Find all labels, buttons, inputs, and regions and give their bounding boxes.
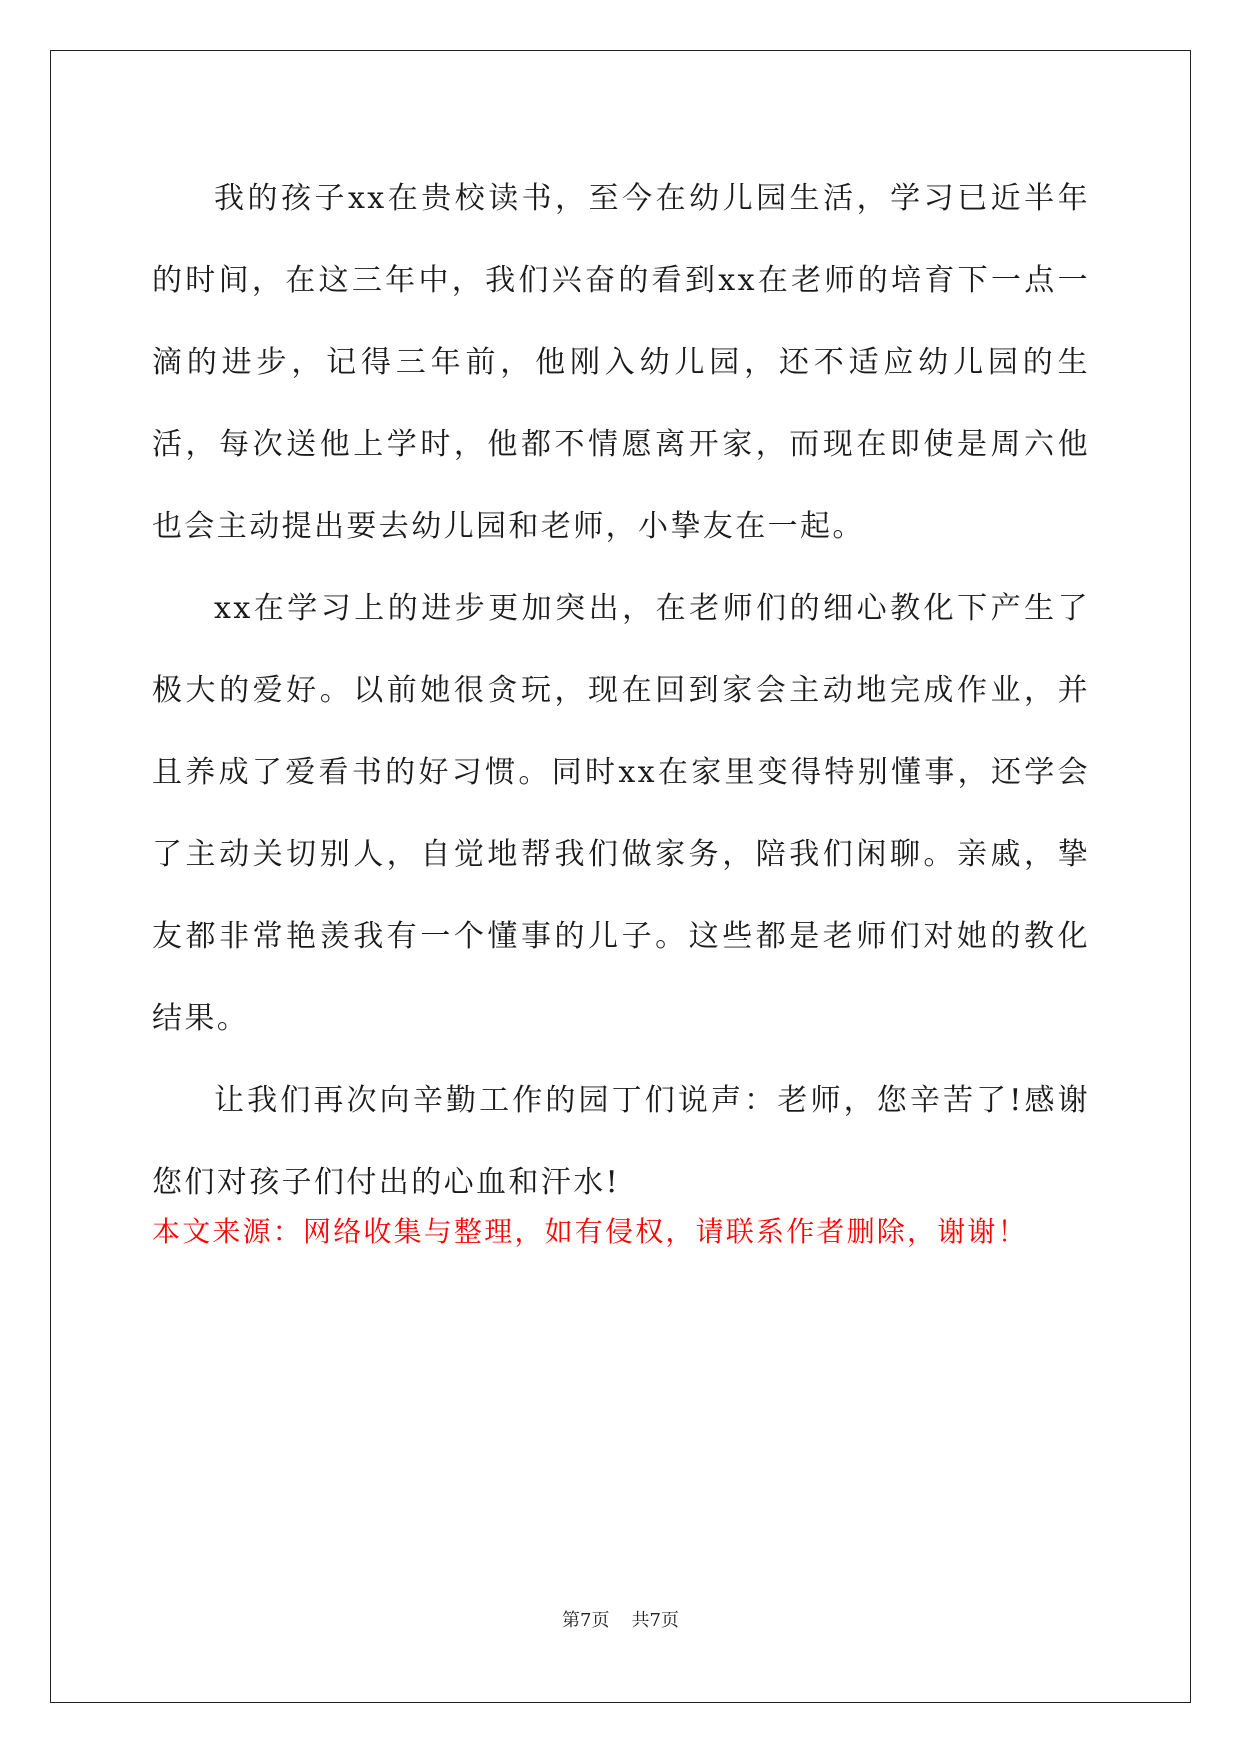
paragraph-1: 我的孩子xx在贵校读书，至今在幼儿园生活，学习已近半年的时间，在这三年中，我们兴奋的看到xx在老师的培育下一点一滴的进步，记得三年前，他刚入幼儿园，还不适应幼儿园的生活，每次送他上学时，他都不情愿离开家，而现在即使是周六他也会主动提出要去幼儿园和老师，小挚友在一起。 [152, 181, 1090, 544]
paragraph-3: 让我们再次向辛勤工作的园丁们说声：老师，您辛苦了!感谢您们对孩子们付出的心血和汗水! [152, 1083, 1090, 1200]
page-number-total: 共7页 [631, 1610, 679, 1631]
page-footer [0, 1608, 1241, 1634]
document-body [152, 158, 1090, 1224]
page-number-current: 第7页 [562, 1610, 610, 1631]
source-disclaimer: 本文来源：网络收集与整理，如有侵权，请联系作者删除，谢谢！ [152, 1215, 1028, 1248]
paragraph-2: xx在学习上的进步更加突出，在老师们的细心教化下产生了极大的爱好。以前她很贪玩，现在回到家会主动地完成作业，并且养成了爱看书的好习惯。同时xx在家里变得特别懂事，还学会了主动关切别人，自觉地帮我们做家务，陪我们闲聊。亲戚，挚友都非常艳羡我有一个懂事的儿子。这些都是老师们对她的教化结果。 [152, 591, 1090, 1036]
